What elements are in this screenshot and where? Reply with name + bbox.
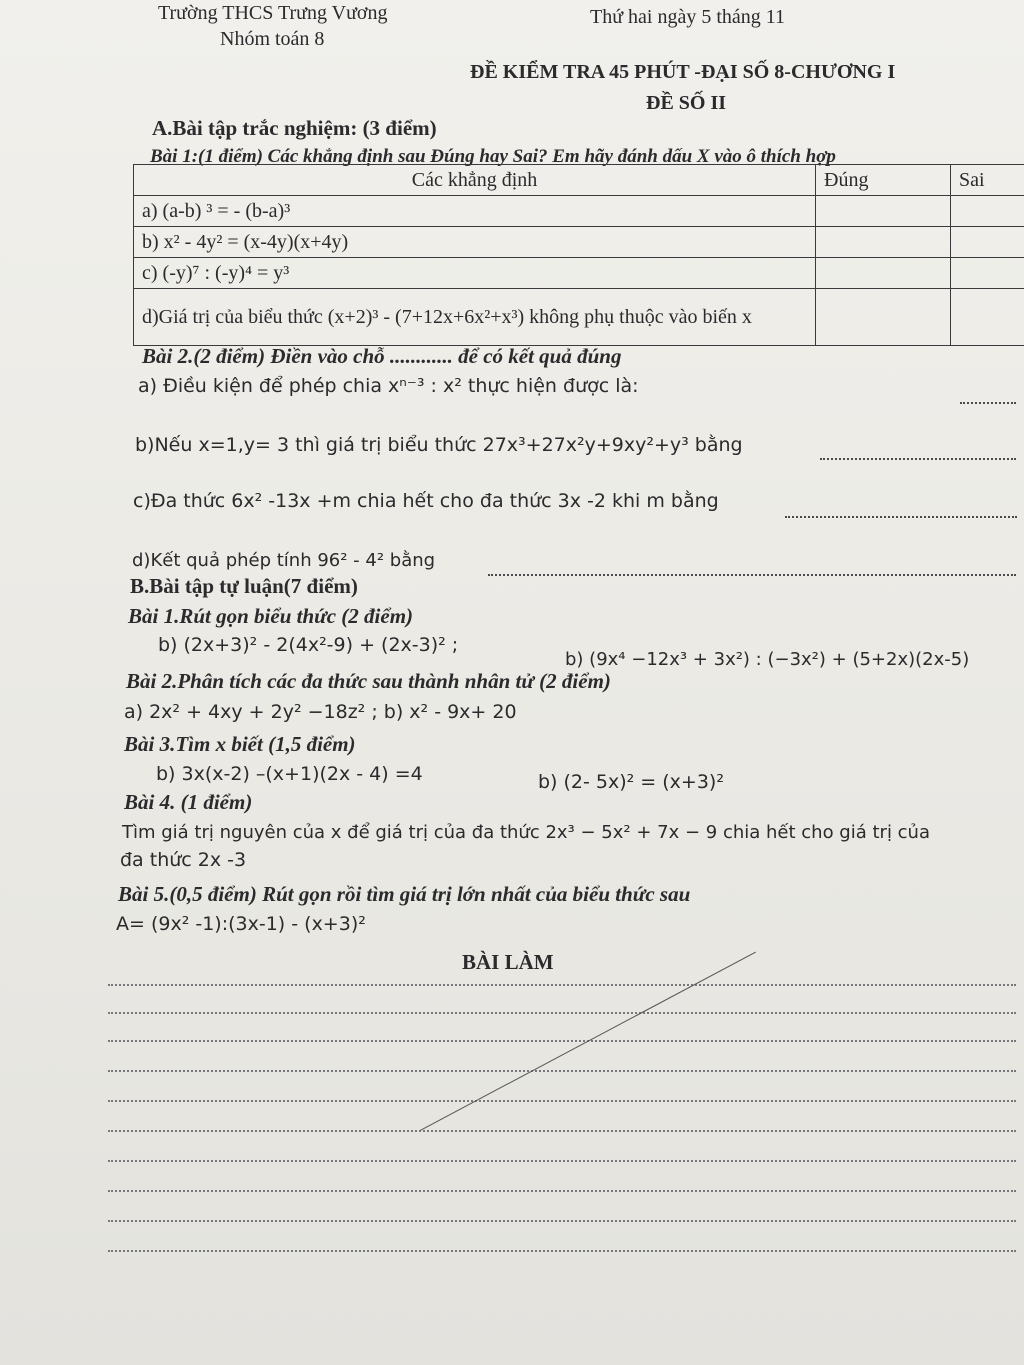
table-row [134,258,1024,289]
table-row [134,289,1024,346]
answer-line[interactable] [108,1190,1016,1192]
statement-d: d)Giá trị của biểu thức (x+2)³ - (7+12x+6x²+x³) không phụ thuộc vào biến x [134,289,816,346]
answer-blank-d[interactable] [488,560,1016,576]
cell-false-b[interactable] [951,227,1024,258]
b-bai3-expr-a: b) 3x(x-2) –(x+1)(2x - 4) =4 [156,763,423,785]
answer-blank-a[interactable] [960,388,1016,404]
b-bai4-line2: đa thức 2x -3 [120,849,247,871]
cell-false-d[interactable] [951,289,1024,346]
bai2-item-a: a) Điều kiện để phép chia xⁿ⁻³ : x² thực hiện được là: [138,375,639,397]
statement-a: a) (a-b) ³ = - (b-a)³ [134,196,816,227]
answer-line[interactable] [108,1130,1016,1132]
bai1-heading: Bài 1:(1 điểm) Các khẳng định sau Đúng hay Sai? Em hãy đánh dấu X vào ô thích hợp [150,146,836,167]
section-b-title: B.Bài tập tự luận(7 điểm) [130,574,358,598]
table-header-row [134,165,1024,196]
answer-line[interactable] [108,1160,1016,1162]
b-bai1-expr-b: b) (9x⁴ −12x³ + 3x²) : (−3x²) + (5+2x)(2x-5) [565,649,970,670]
cell-true-c[interactable] [816,258,951,289]
bai2-heading: Bài 2.(2 điểm) Điền vào chỗ ............ để có kết quả đúng [142,344,622,368]
b-bai2-heading: Bài 2.Phân tích các đa thức sau thành nhân tử (2 điểm) [126,669,611,693]
answer-blank-c[interactable] [785,502,1017,518]
header-true: Đúng [816,165,951,196]
cell-true-d[interactable] [816,289,951,346]
b-bai2-expr: a) 2x² + 4xy + 2y² −18z² ; b) x² - 9x+ 20 [124,701,517,723]
statement-b: b) x² - 4y² = (x-4y)(x+4y) [134,227,816,258]
answer-line[interactable] [108,984,1016,986]
group-name: Nhóm toán 8 [220,28,325,50]
cell-false-c[interactable] [951,258,1024,289]
exam-title: ĐỀ KIỂM TRA 45 PHÚT -ĐẠI SỐ 8-CHƯƠNG I [470,61,896,83]
section-a-title: A.Bài tập trắc nghiệm: (3 điểm) [152,116,437,140]
b-bai4-line1: Tìm giá trị nguyên của x để giá trị của đa thức 2x³ − 5x² + 7x − 9 chia hết cho giá trị của [122,822,930,843]
cell-true-a[interactable] [816,196,951,227]
answer-line[interactable] [108,1250,1016,1252]
b-bai3-expr-b: b) (2- 5x)² = (x+3)² [538,771,724,793]
answer-blank-b[interactable] [820,444,1016,460]
answer-line[interactable] [108,1220,1016,1222]
true-false-table [133,164,1024,346]
b-bai5-expr: A= (9x² -1):(3x-1) - (x+3)² [116,913,366,935]
answer-section-title: BÀI LÀM [462,950,554,974]
table-row [134,196,1024,227]
school-name: Trường THCS Trưng Vương [158,2,388,24]
header-false: Sai [951,165,1024,196]
b-bai3-heading: Bài 3.Tìm x biết (1,5 điểm) [124,732,356,756]
bai2-item-b: b)Nếu x=1,y= 3 thì giá trị biểu thức 27x³+27x²y+9xy²+y³ bằng [135,434,743,456]
answer-line[interactable] [108,1040,1016,1042]
b-bai5-heading: Bài 5.(0,5 điểm) Rút gọn rồi tìm giá trị lớn nhất của biểu thức sau [118,882,691,906]
bai2-item-d: d)Kết quả phép tính 96² - 4² bằng [132,550,436,571]
cell-true-b[interactable] [816,227,951,258]
table-row [134,227,1024,258]
answer-line[interactable] [108,1100,1016,1102]
b-bai1-expr-a: b) (2x+3)² - 2(4x²-9) + (2x-3)² ; [158,634,459,656]
statement-c: c) (-y)⁷ : (-y)⁴ = y³ [134,258,816,289]
exam-date: Thứ hai ngày 5 tháng 11 [590,6,786,28]
exam-number: ĐỀ SỐ II [646,92,727,114]
answer-line[interactable] [108,1070,1016,1072]
b-bai4-heading: Bài 4. (1 điểm) [124,790,253,814]
bai2-item-c: c)Đa thức 6x² -13x +m chia hết cho đa thức 3x -2 khi m bằng [133,490,719,512]
b-bai1-heading: Bài 1.Rút gọn biểu thức (2 điểm) [128,604,414,628]
cell-false-a[interactable] [951,196,1024,227]
header-statement: Các khẳng định [134,165,816,196]
answer-line[interactable] [108,1012,1016,1014]
